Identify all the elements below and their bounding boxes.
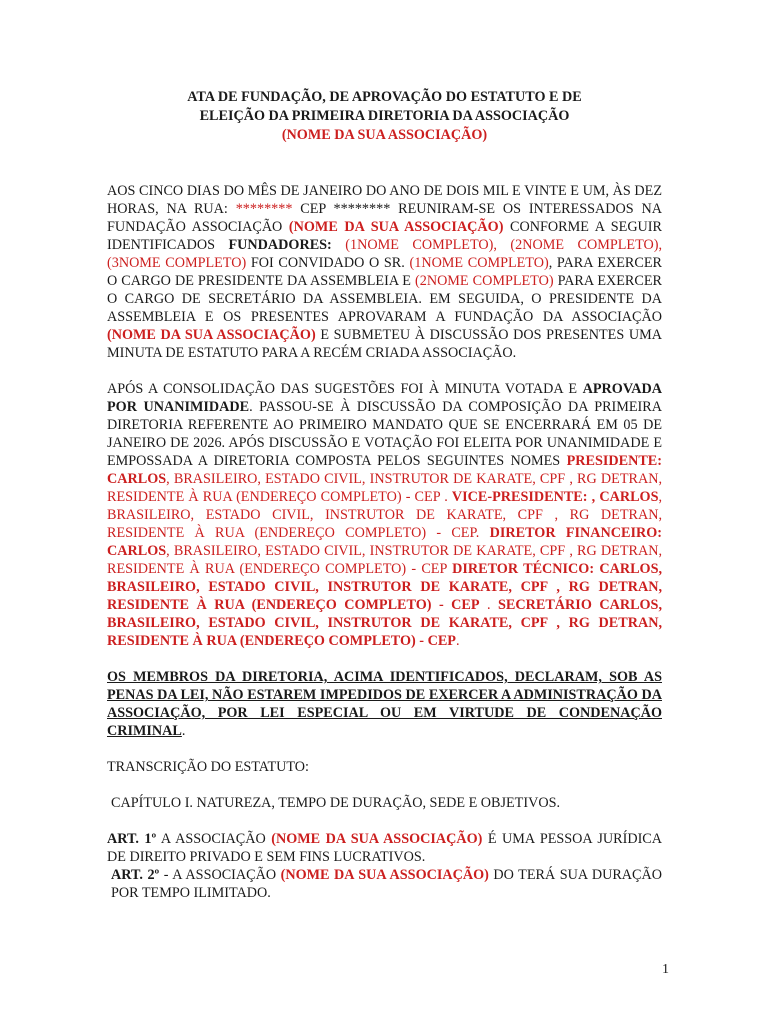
financial-director-details: , BRASILEIRO, ESTADO CIVIL, INSTRUTOR DE KARATE, CPF , RG DETRAN, RESIDENTE À RUA (ENDEREÇO COMPLETO) - CEP bbox=[107, 543, 662, 577]
text-run: E SUBMETEU À DISCUSSÃO DOS PRESENTES UMA MINUTA DE ESTATUTO PARA A RECÉM CRIADA ASSOCIAÇÃO. bbox=[107, 327, 662, 361]
paragraph-declaration bbox=[107, 668, 662, 740]
association-name-heading: (NOME DA SUA ASSOCIAÇÃO) bbox=[281, 127, 488, 143]
title-line-1: ATA DE FUNDAÇÃO, DE APROVAÇÃO DO ESTATUTO E DE bbox=[187, 89, 582, 105]
technical-director: DIRETOR TÉCNICO: CARLOS, BRASILEIRO, ESTADO CIVIL, INSTRUTOR DE KARATE, CPF , RG DETRAN, RESIDENTE À RUA (ENDEREÇO COMPLETO) - CEP bbox=[107, 561, 663, 613]
placeholder-name-1: (1NOME COMPLETO) bbox=[409, 255, 549, 271]
text-run: CEP ******** REUNIRAM-SE OS INTERESSADOS NA FUNDAÇÃO ASSOCIAÇÃO bbox=[107, 201, 662, 235]
article-label: ART. 1º bbox=[107, 831, 157, 847]
text-run: AOS CINCO DIAS DO MÊS DE JANEIRO DO ANO DE DOIS MIL E VINTE E UM, ÀS DEZ HORAS, NA RUA: bbox=[107, 183, 662, 217]
placeholder-association-name: (NOME DA SUA ASSOCIAÇÃO) bbox=[288, 219, 504, 235]
president-label: PRESIDENTE: CARLOS bbox=[107, 453, 662, 487]
title-line-2: ELEIÇÃO DA PRIMEIRA DIRETORIA DA ASSOCIAÇÃO bbox=[199, 108, 570, 124]
president-details: , BRASILEIRO, ESTADO CIVIL, INSTRUTOR DE KARATE, CPF , RG DETRAN, RESIDENTE À RUA (ENDEREÇO COMPLETO) - CEP . bbox=[107, 471, 662, 505]
placeholder-association-name: (NOME DA SUA ASSOCIAÇÃO) bbox=[107, 327, 316, 343]
text-run: . bbox=[455, 633, 460, 649]
vice-president-details: , BRASILEIRO, ESTADO CIVIL, INSTRUTOR DE KARATE, CPF , RG DETRAN, RESIDENTE À RUA (ENDEREÇO COMPLETO) - CEP. bbox=[107, 489, 663, 541]
placeholder-association-name: (NOME DA SUA ASSOCIAÇÃO) bbox=[271, 831, 483, 847]
paragraph-foundation bbox=[107, 182, 662, 362]
article-label: ART. 2º bbox=[111, 867, 160, 883]
text-run: . bbox=[181, 723, 186, 739]
statute-transcription-heading: TRANSCRIÇÃO DO ESTATUTO: bbox=[107, 759, 309, 775]
text-run: , PARA EXERCER O CARGO DE PRESIDENTE DA ASSEMBLEIA E bbox=[107, 255, 662, 289]
chapter-heading: CAPÍTULO I. NATUREZA, TEMPO DE DURAÇÃO, SEDE E OBJETIVOS. bbox=[111, 795, 561, 811]
placeholder-founder-names: (1NOME COMPLETO), (2NOME COMPLETO), (3NOME COMPLETO) bbox=[107, 237, 662, 271]
text-run: DO TERÁ SUA DURAÇÃO POR TEMPO ILIMITADO. bbox=[111, 867, 662, 901]
text-run: PARA EXERCER O CARGO DE SECRETÁRIO DA ASSEMBLEIA. EM SEGUIDA, O PRESIDENTE DA ASSEMBLEIA E OS PRESENTES APROVARAM A FUNDAÇÃO DA ASSOCIAÇÃO bbox=[107, 273, 662, 325]
financial-director-label: DIRETOR FINANCEIRO: CARLOS bbox=[107, 525, 663, 559]
text-run: É UMA PESSOA JURÍDICA DE DIREITO PRIVADO E SEM FINS LUCRATIVOS. bbox=[107, 831, 663, 865]
text-run: APÓS A CONSOLIDAÇÃO DAS SUGESTÕES FOI À MINUTA VOTADA E bbox=[107, 381, 583, 397]
text-run: A ASSOCIAÇÃO bbox=[156, 831, 272, 847]
text-run: . PASSOU-SE À DISCUSSÃO DA COMPOSIÇÃO DA PRIMEIRA DIRETORIA REFERENTE AO PRIMEIRO MANDATO QUE SE ENCERRARÁ EM 05 DE JANEIRO DE 2026. APÓS DISCUSSÃO E VOTAÇÃO FOI ELEITA POR UNANIMIDADE E EMPOSSADA A DIRETORIA COMPOSTA PELOS SEGUINTES NOMES bbox=[107, 399, 662, 469]
declaration-text: OS MEMBROS DA DIRETORIA, ACIMA IDENTIFICADOS, DECLARAM, SOB AS PENAS DA LEI, NÃO ESTAREM IMPEDIDOS DE EXERCER A ADMINISTRAÇÃO DA ASSOCIAÇÃO, POR LEI ESPECIAL OU EM VIRTUDE DE CONDENAÇÃO CRIMINAL bbox=[107, 669, 662, 739]
text-run: - A ASSOCIAÇÃO bbox=[159, 867, 281, 883]
founders-label: FUNDADORES: bbox=[228, 237, 332, 253]
approved-unanimously: APROVADA POR UNANIMIDADE bbox=[107, 381, 662, 415]
article-1 bbox=[107, 830, 662, 866]
text-run: FOI CONVIDADO O SR. bbox=[246, 255, 410, 271]
document-title bbox=[107, 88, 662, 145]
paragraph-board-election bbox=[107, 380, 662, 650]
text-run: CONFORME A SEGUIR IDENTIFICADOS bbox=[107, 219, 662, 253]
text-run: . bbox=[479, 597, 499, 613]
placeholder-address: ******** bbox=[235, 201, 293, 217]
placeholder-name-2: (2NOME COMPLETO) bbox=[415, 273, 554, 289]
document-page bbox=[107, 88, 662, 902]
secretary: SECRETÁRIO CARLOS, BRASILEIRO, ESTADO CIVIL, INSTRUTOR DE KARATE, CPF , RG DETRAN, RESIDENTE À RUA (ENDEREÇO COMPLETO) - CEP bbox=[107, 597, 662, 649]
page-number: 1 bbox=[662, 962, 669, 977]
placeholder-association-name: (NOME DA SUA ASSOCIAÇÃO) bbox=[280, 867, 489, 883]
article-2 bbox=[107, 866, 662, 902]
vice-president-label: VICE-PRESIDENTE: , CARLOS bbox=[451, 489, 659, 505]
